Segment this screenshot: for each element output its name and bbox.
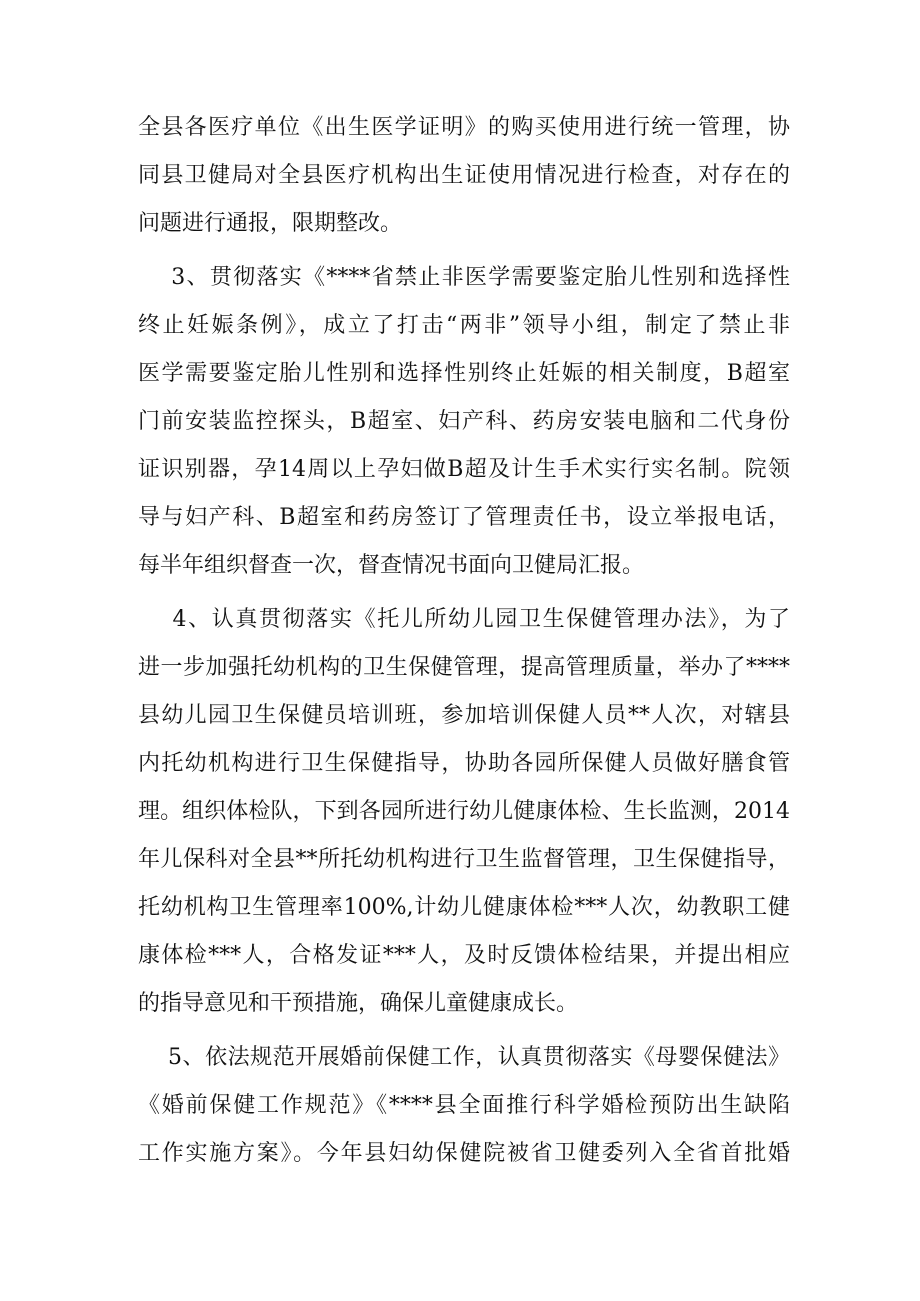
- paragraph-2: [138, 254, 790, 590]
- text-line: 县幼儿园卫生保健员培训班，参加培训保健人员**人次，对辖县: [138, 703, 790, 728]
- text-line: 进一步加强托幼机构的卫生保健管理，提高管理质量，举办了****: [138, 655, 790, 680]
- text-line: 康体检***人，合格发证***人，及时反馈体检结果，并提出相应: [138, 943, 790, 968]
- paragraph-4: [138, 1034, 790, 1178]
- text-line: 4、认真贯彻落实《托儿所幼儿园卫生保健管理办法》，为了: [138, 607, 790, 632]
- text-line: 门前安装监控探头，B超室、妇产科、药房安装电脑和二代身份: [138, 409, 790, 434]
- text-line: 导与妇产科、B超室和药房签订了管理责任书，设立举报电话，: [138, 505, 790, 530]
- text-line: 证识别器，孕14周以上孕妇做B超及计生手术实行实名制。院领: [138, 457, 790, 482]
- text-line: 年儿保科对全县**所托幼机构进行卫生监督管理，卫生保健指导，: [138, 847, 790, 872]
- text-line: 《婚前保健工作规范》《****县全面推行科学婚检预防出生缺陷: [138, 1093, 790, 1118]
- text-line: 内托幼机构进行卫生保健指导，协助各园所保健人员做好膳食管: [138, 751, 790, 776]
- text-line: 每半年组织督查一次，督查情况书面向卫健局汇报。: [138, 553, 645, 578]
- text-line: 5、依法规范开展婚前保健工作，认真贯彻落实《母婴保健法》: [138, 1045, 790, 1070]
- text-line: 的指导意见和干预措施，确保儿童健康成长。: [138, 991, 579, 1016]
- document-body: [138, 104, 790, 1178]
- text-line: 医学需要鉴定胎儿性别和选择性别终止妊娠的相关制度，B超室: [138, 361, 790, 386]
- text-line: 全县各医疗单位《出生医学证明》的购买使用进行统一管理，协: [138, 115, 790, 140]
- text-line: 理。组织体检队，下到各园所进行幼儿健康体检、生长监测，2014: [138, 799, 790, 824]
- text-line: 同县卫健局对全县医疗机构出生证使用情况进行检查，对存在的: [138, 163, 790, 188]
- text-line: 终止妊娠条例》，成立了打击“两非”领导小组，制定了禁止非: [138, 313, 790, 338]
- text-line: 工作实施方案》。今年县妇幼保健院被省卫健委列入全省首批婚: [138, 1141, 790, 1166]
- paragraph-1: [138, 104, 790, 248]
- text-line: 托幼机构卫生管理率100%,计幼儿健康体检***人次，幼教职工健: [138, 895, 790, 920]
- text-line: 3、贯彻落实《****省禁止非医学需要鉴定胎儿性别和选择性: [138, 265, 790, 290]
- paragraph-3: [138, 596, 790, 1028]
- text-line: 问题进行通报，限期整改。: [138, 211, 403, 236]
